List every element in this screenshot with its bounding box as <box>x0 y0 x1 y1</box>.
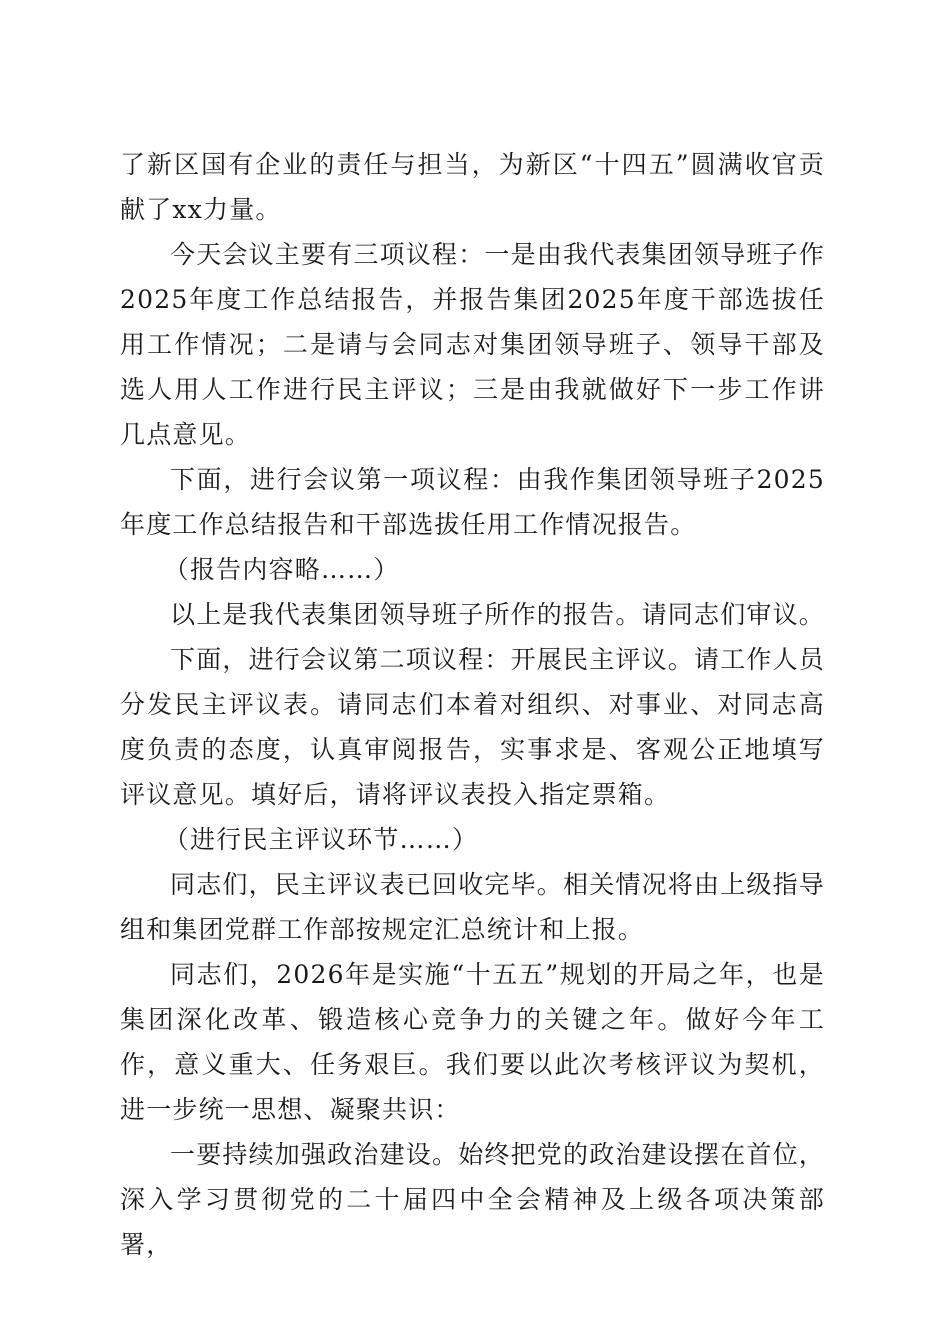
paragraph-report-review: 以上是我代表集团领导班子所作的报告。请同志们审议。 <box>170 600 826 629</box>
paragraph-evaluation-session: （进行民主评议环节……） <box>163 825 479 854</box>
paragraph-report-omitted: （报告内容略……） <box>163 555 400 584</box>
paragraph-continuation: 了新区国有企业的责任与担当，为新区“十四五”圆满收官贡献了xx力量。 <box>120 150 825 224</box>
paragraph-agenda-overview: 今天会议主要有三项议程：一是由我代表集团领导班子作2025年度工作总结报告，并报告集团2025年度干部选拔任用工作情况；二是请与会同志对集团领导班子、领导干部及选人用人工作进行民主评议；三是由我就做好下一步工作讲几点意见。 <box>120 240 826 449</box>
paragraph-first-agenda: 下面，进行会议第一项议程：由我作集团领导班子2025年度工作总结报告和干部选拔任用工作情况报告。 <box>120 465 825 539</box>
paragraph-2026-outlook: 同志们，2026年是实施“十五五”规划的开局之年，也是集团深化改革、锻造核心竞争力的关键之年。做好今年工作，意义重大、任务艰巨。我们要以此次考核评议为契机，进一步统一思想、凝聚共识： <box>120 960 825 1124</box>
document-body <box>120 142 825 1267</box>
paragraph-second-agenda: 下面，进行会议第二项议程：开展民主评议。请工作人员分发民主评议表。请同志们本着对组织、对事业、对同志高度负责的态度，认真审阅报告，实事求是、客观公正地填写评议意见。填好后，请将评议表投入指定票箱。 <box>120 645 826 809</box>
paragraph-political-building: 一要持续加强政治建设。始终把党的政治建设摆在首位，深入学习贯彻党的二十届四中全会精神及上级各项决策部署， <box>120 1140 826 1259</box>
paragraph-forms-collected: 同志们，民主评议表已回收完毕。相关情况将由上级指导组和集团党群工作部按规定汇总统计和上报。 <box>120 870 826 944</box>
